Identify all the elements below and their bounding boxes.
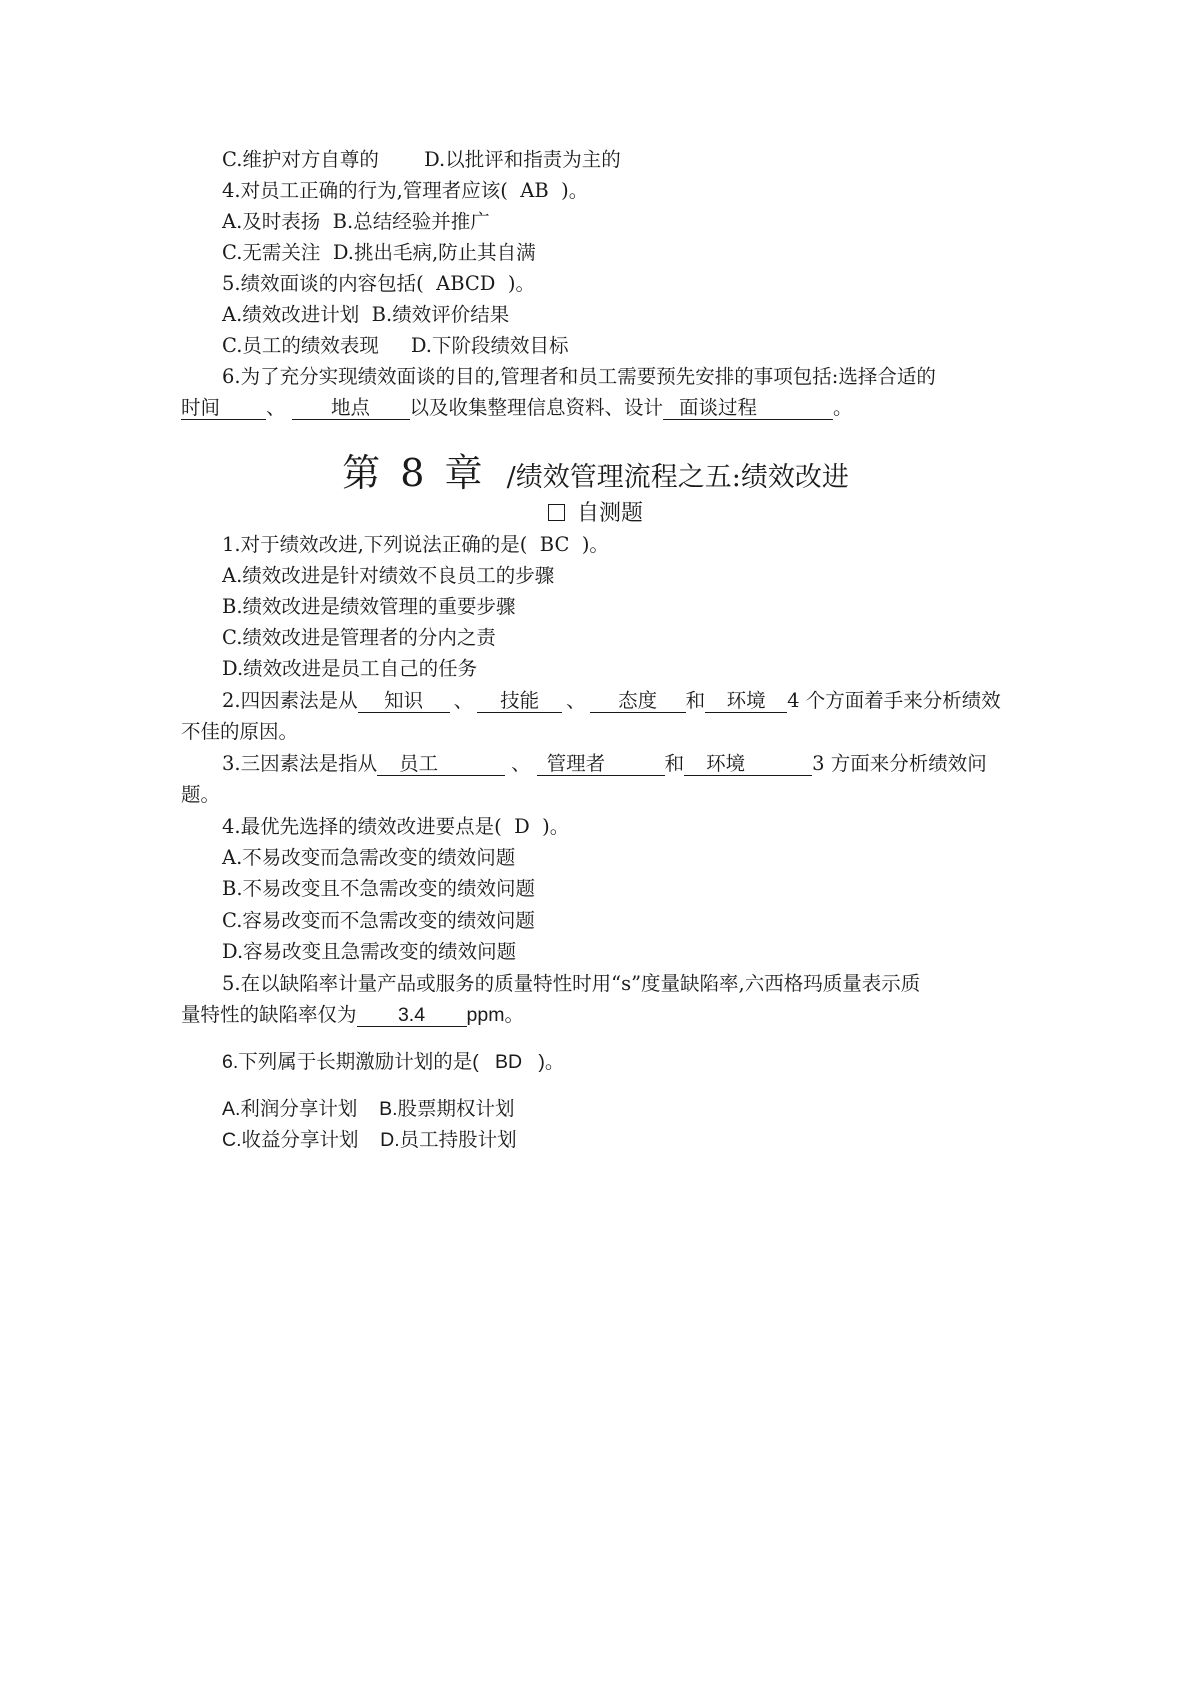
conjunction: 和 bbox=[664, 752, 685, 775]
ch8-q2-continuation: 不佳的原因。 bbox=[181, 720, 299, 743]
q5-options-cd: C.员工的绩效表现 D.下阶段绩效目标 bbox=[222, 334, 569, 357]
blank-knowledge: 知识 bbox=[358, 690, 450, 713]
q4-stem: 4.对员工正确的行为,管理者应该( AB )。 bbox=[222, 179, 589, 202]
q6-end: 。 bbox=[833, 396, 853, 419]
blank-place: 地点 bbox=[292, 397, 410, 420]
ch8-q6-options-cd: C.收益分享计划 D.员工持股计划 bbox=[222, 1129, 517, 1151]
separator: 、 bbox=[266, 396, 286, 419]
section-title: 自测题 bbox=[576, 501, 643, 526]
ch8-q3-continuation: 题。 bbox=[181, 783, 221, 806]
ch8-q4-option-c: C.容易改变而不急需改变的绩效问题 bbox=[222, 909, 535, 932]
q4-options-cd: C.无需关注 D.挑出毛病,防止其自满 bbox=[222, 241, 536, 264]
blank-employee: 员工 bbox=[377, 753, 505, 776]
q5-stem: 5.绩效面谈的内容包括( ABCD )。 bbox=[222, 272, 535, 295]
q3-suffix: 3 方面来分析绩效问 bbox=[812, 752, 987, 775]
ch8-q4-option-a: A.不易改变而急需改变的绩效问题 bbox=[222, 846, 516, 869]
separator: 、 bbox=[566, 689, 586, 712]
blank-defect-rate: 3.4 bbox=[357, 1004, 467, 1027]
blank-skill: 技能 bbox=[477, 690, 562, 713]
ch8-q6-options-ab: A.利润分享计划 B.股票期权计划 bbox=[222, 1098, 515, 1120]
separator: 、 bbox=[511, 752, 531, 775]
q5-unit: ppm。 bbox=[466, 1004, 524, 1026]
conjunction: 和 bbox=[685, 689, 706, 712]
q3-prefix: 3.三因素法是指从 bbox=[222, 752, 378, 775]
ch8-q1-option-c: C.绩效改进是管理者的分内之责 bbox=[222, 626, 496, 649]
ch8-q1-option-b: B.绩效改进是绩效管理的重要步骤 bbox=[222, 595, 516, 618]
ch8-q5-continuation bbox=[181, 1002, 524, 1028]
ch8-q5-stem: 5.在以缺陷率计量产品或服务的质量特性时用“s”度量缺陷率,六西格玛质量表示质 bbox=[222, 972, 921, 995]
chapter-title: 绩效管理流程之五:绩效改进 bbox=[515, 462, 849, 493]
ch8-q2 bbox=[222, 688, 1001, 714]
q4-options-ab: A.及时表扬 B.总结经验并推广 bbox=[222, 210, 490, 233]
blank-environment: 环境 bbox=[705, 690, 787, 713]
ch8-q1-option-a: A.绩效改进是针对绩效不良员工的步骤 bbox=[222, 564, 555, 587]
q2-prefix: 2.四因素法是从 bbox=[222, 689, 358, 712]
q6-continuation bbox=[181, 395, 853, 421]
q3-options-cd: C.维护对方自尊的 D.以批评和指责为主的 bbox=[222, 148, 621, 171]
ch8-q3 bbox=[222, 751, 987, 777]
chapter-slash: / bbox=[506, 462, 516, 493]
separator: 、 bbox=[453, 689, 474, 712]
chapter-heading bbox=[0, 442, 1191, 497]
section-heading bbox=[0, 496, 1191, 527]
q5-options-ab: A.绩效改进计划 B.绩效评价结果 bbox=[222, 303, 510, 326]
q6-stem: 6.为了充分实现绩效面谈的目的,管理者和员工需要预先安排的事项包括:选择合适的 bbox=[222, 365, 936, 388]
q2-suffix: 4 个方面着手来分析绩效 bbox=[787, 689, 1001, 712]
ch8-q4-option-b: B.不易改变且不急需改变的绩效问题 bbox=[222, 877, 536, 900]
ch8-q4-option-d: D.容易改变且急需改变的绩效问题 bbox=[222, 940, 517, 963]
q5-prefix: 量特性的缺陷率仅为 bbox=[181, 1003, 357, 1026]
ch8-q1-option-d: D.绩效改进是员工自己的任务 bbox=[222, 657, 478, 680]
blank-interview-process: 面谈过程 bbox=[663, 397, 833, 420]
ch8-q4-stem: 4.最优先选择的绩效改进要点是( D )。 bbox=[222, 815, 570, 838]
ch8-q1-stem: 1.对于绩效改进,下列说法正确的是( BC )。 bbox=[222, 533, 609, 556]
chapter-number: 第 8 章 bbox=[342, 451, 487, 495]
checkbox-icon bbox=[548, 504, 565, 521]
q6-middle-text: 以及收集整理信息资料、设计 bbox=[409, 396, 664, 419]
blank-environment: 环境 bbox=[684, 753, 812, 776]
blank-manager: 管理者 bbox=[537, 753, 665, 776]
ch8-q6-stem: 6.下列属于长期激励计划的是( BD )。 bbox=[222, 1051, 565, 1073]
blank-attitude: 态度 bbox=[590, 690, 686, 713]
blank-time: 时间 bbox=[181, 397, 266, 420]
